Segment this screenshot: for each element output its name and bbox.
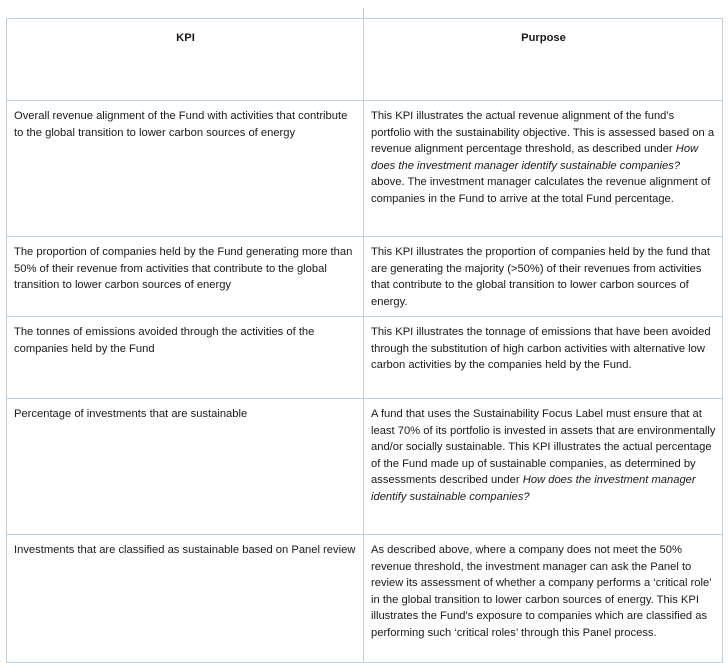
kpi-cell: Percentage of investments that are sustainable [7, 399, 364, 535]
purpose-text: above. The investment manager calculates the revenue alignment of companies in the Fund to arrive at the total Fund percentage. [371, 176, 711, 205]
header-kpi: KPI [7, 19, 364, 101]
table-row [7, 101, 723, 237]
header-purpose: Purpose [364, 19, 723, 101]
purpose-cell: This KPI illustrates the proportion of companies held by the fund that are generating the majority (>50%) of their revenues from activities that contribute to the global transition to lower carbon sources of energy. [364, 237, 723, 317]
purpose-cell [364, 101, 723, 237]
table-row [7, 535, 723, 663]
table-row [7, 399, 723, 535]
purpose-cell [364, 399, 723, 535]
purpose-text: This KPI illustrates the actual revenue alignment of the fund’s portfolio with the sustainability objective. This is assessed based on a revenue alignment percentage threshold, as described under [371, 110, 715, 155]
kpi-table [6, 18, 723, 663]
purpose-italic-reference: How does the investment manager identify sustainable companies? [371, 143, 699, 172]
purpose-text: A fund that uses the Sustainability Focus Label must ensure that at least 70% of its portfolio is invested in assets that are environmentally and/or socially sustainable. This KPI illustrates the actual percentage of the Fund made up of sustainable companies, as determined by assessments described under [371, 408, 716, 486]
purpose-cell: This KPI illustrates the tonnage of emissions that have been avoided through the substitution of high carbon activities with alternative low carbon activities by the companies held by the Fund. [364, 317, 723, 399]
purpose-cell: As described above, where a company does not meet the 50% revenue threshold, the investment manager can ask the Panel to review its assessment of whether a company performs a ‘critical role’ in the global transition to lower carbon sources of energy. This KPI illustrates the Fund's exposure to companies which are classified as performing such ‘critical roles’ through this Panel process. [364, 535, 723, 663]
table-row [7, 317, 723, 399]
kpi-cell: The proportion of companies held by the Fund generating more than 50% of their revenue from activities that contribute to the global transition to lower carbon sources of energy [7, 237, 364, 317]
kpi-cell: The tonnes of emissions avoided through the activities of the companies held by the Fund [7, 317, 364, 399]
table-header-row [7, 19, 723, 101]
table-row [7, 237, 723, 317]
kpi-cell: Overall revenue alignment of the Fund with activities that contribute to the global transition to lower carbon sources of energy [7, 101, 364, 237]
purpose-italic-reference: How does the investment manager identify sustainable companies? [371, 474, 696, 503]
kpi-cell: Investments that are classified as sustainable based on Panel review [7, 535, 364, 663]
